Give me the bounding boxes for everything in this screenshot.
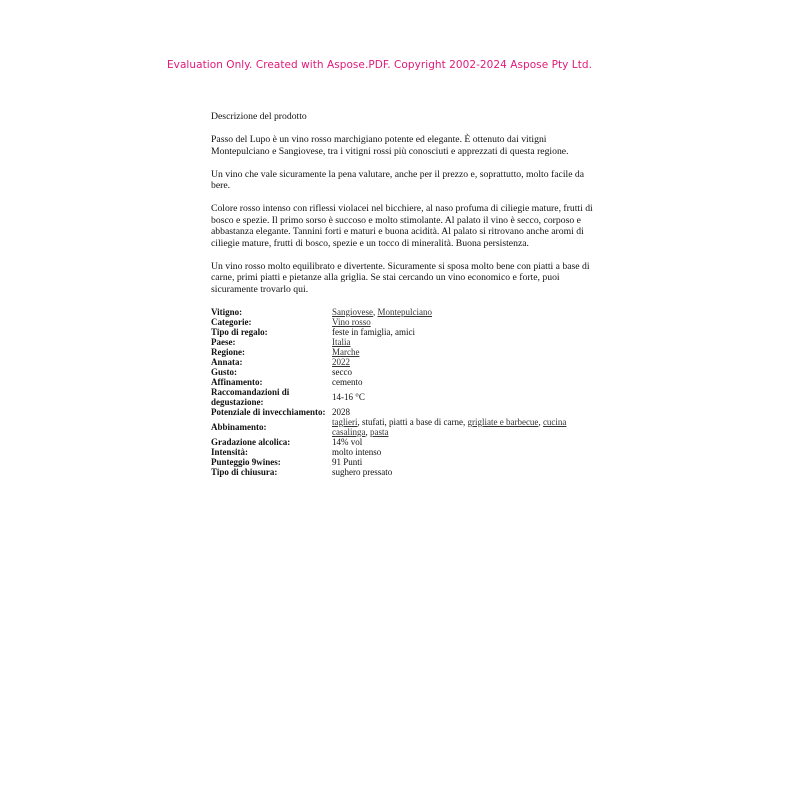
- spec-value-text: , stufati, piatti a base di carne,: [357, 416, 468, 427]
- spec-label: Abbinamento:: [211, 421, 267, 432]
- spec-value-text: ,: [538, 416, 543, 427]
- spec-row: [211, 367, 596, 377]
- description-paragraph-4: Un vino rosso molto equilibrato e divertente. Sicuramente si sposa molto bene con piatti a base di carne, primi piatti e pietanze alla griglia. Se stai cercando un vino economico e forte, puoi sicuramente trovarlo qui.: [211, 260, 590, 295]
- spec-label: Gusto:: [211, 366, 238, 377]
- spec-row: [211, 317, 596, 327]
- spec-value: [332, 467, 596, 477]
- spec-row: [211, 387, 596, 407]
- spec-value: [332, 407, 596, 417]
- spec-value-text: sughero pressato: [332, 466, 393, 477]
- spec-label: Paese:: [211, 336, 236, 347]
- watermark-text: Evaluation Only. Created with Aspose.PDF. Copyright 2002-2024 Aspose Pty Ltd.: [167, 59, 592, 71]
- spec-label: Potenziale di invecchiamento:: [211, 406, 326, 417]
- spec-value-link[interactable]: Marche: [332, 346, 360, 357]
- spec-value-link[interactable]: taglieri: [332, 416, 358, 427]
- spec-row: [211, 417, 596, 437]
- spec-label: Gradazione alcolica:: [211, 436, 291, 447]
- spec-value-link[interactable]: Montepulciano: [377, 306, 432, 317]
- spec-value-text: 14% vol: [332, 436, 363, 447]
- section-heading: Descrizione del prodotto: [211, 111, 307, 122]
- spec-label: Tipo di regalo:: [211, 326, 268, 337]
- spec-value: [332, 357, 596, 367]
- spec-label: Categorie:: [211, 316, 252, 327]
- spec-value-text: secco: [332, 366, 352, 377]
- spec-value: [332, 437, 596, 447]
- spec-value: [332, 377, 596, 387]
- description-paragraph-1: Passo del Lupo è un vino rosso marchigiano potente ed elegante. È ottenuto dai vitigni Montepulciano e Sangiovese, tra i vitigni rossi più conosciuti e apprezzati di questa regione.: [211, 134, 569, 157]
- spec-label: Annata:: [211, 356, 243, 367]
- spec-value: [332, 367, 596, 377]
- spec-value: [332, 307, 596, 317]
- spec-label: Punteggio 9wines:: [211, 456, 281, 467]
- spec-row: [211, 407, 596, 417]
- spec-label: Vitigno:: [211, 306, 243, 317]
- specs-table: [211, 307, 596, 477]
- spec-value-link[interactable]: grigliate e barbecue: [467, 416, 539, 427]
- spec-row: [211, 437, 596, 447]
- spec-label: Affinamento:: [211, 376, 263, 387]
- spec-row: [211, 337, 596, 347]
- spec-value: [332, 417, 596, 437]
- description-paragraph-2: Un vino che vale sicuramente la pena valutare, anche per il prezzo e, soprattutto, molto facile da bere.: [211, 168, 585, 191]
- spec-row: [211, 327, 596, 337]
- spec-value-text: cemento: [332, 376, 363, 387]
- spec-value-link[interactable]: Sangiovese: [332, 306, 373, 317]
- spec-value-text: feste in famiglia, amici: [332, 326, 415, 337]
- spec-value-link[interactable]: Vino rosso: [332, 316, 371, 327]
- spec-value-text: 2028: [332, 406, 350, 417]
- spec-value: [332, 447, 596, 457]
- spec-value-link[interactable]: pasta: [369, 426, 389, 437]
- spec-label: Raccomandazioni di degustazione:: [211, 386, 290, 407]
- spec-value: [332, 387, 596, 407]
- spec-value-link[interactable]: Italia: [332, 336, 351, 347]
- spec-value: [332, 317, 596, 327]
- spec-value-text: 14-16 °C: [332, 391, 365, 402]
- spec-label: Intensità:: [211, 446, 249, 457]
- spec-value: [332, 327, 596, 337]
- spec-label: Regione:: [211, 346, 245, 357]
- spec-row: [211, 347, 596, 357]
- description-paragraph-3: Colore rosso intenso con riflessi violacei nel bicchiere, al naso profuma di ciliegie mature, frutti di bosco e spezie. Il primo sorso è succoso e molto stimolante. Al palato il vino è secco, corposo e abbastanza elegante. Tannini forti e maturi e buona acidità. Al palato si ritrovano anche aromi di ciliegie mature, frutti di bosco, spezie e un tocco di mineralità. Buona persistenza.: [211, 203, 593, 249]
- spec-value: [332, 457, 596, 467]
- spec-value: [332, 347, 596, 357]
- spec-value-text: 91 Punti: [332, 456, 363, 467]
- spec-value: [332, 337, 596, 347]
- spec-value-text: ,: [365, 426, 370, 437]
- spec-value-link[interactable]: 2022: [332, 356, 350, 367]
- spec-row: [211, 307, 596, 317]
- spec-row: [211, 457, 596, 467]
- spec-value-text: molto intenso: [332, 446, 382, 457]
- spec-row: [211, 467, 596, 477]
- spec-row: [211, 447, 596, 457]
- spec-row: [211, 357, 596, 367]
- spec-label: Tipo di chiusura:: [211, 466, 278, 477]
- spec-value-text: ,: [373, 306, 378, 317]
- product-description: [211, 111, 596, 477]
- spec-row: [211, 377, 596, 387]
- spec-value-link[interactable]: cucina casalinga: [332, 416, 567, 437]
